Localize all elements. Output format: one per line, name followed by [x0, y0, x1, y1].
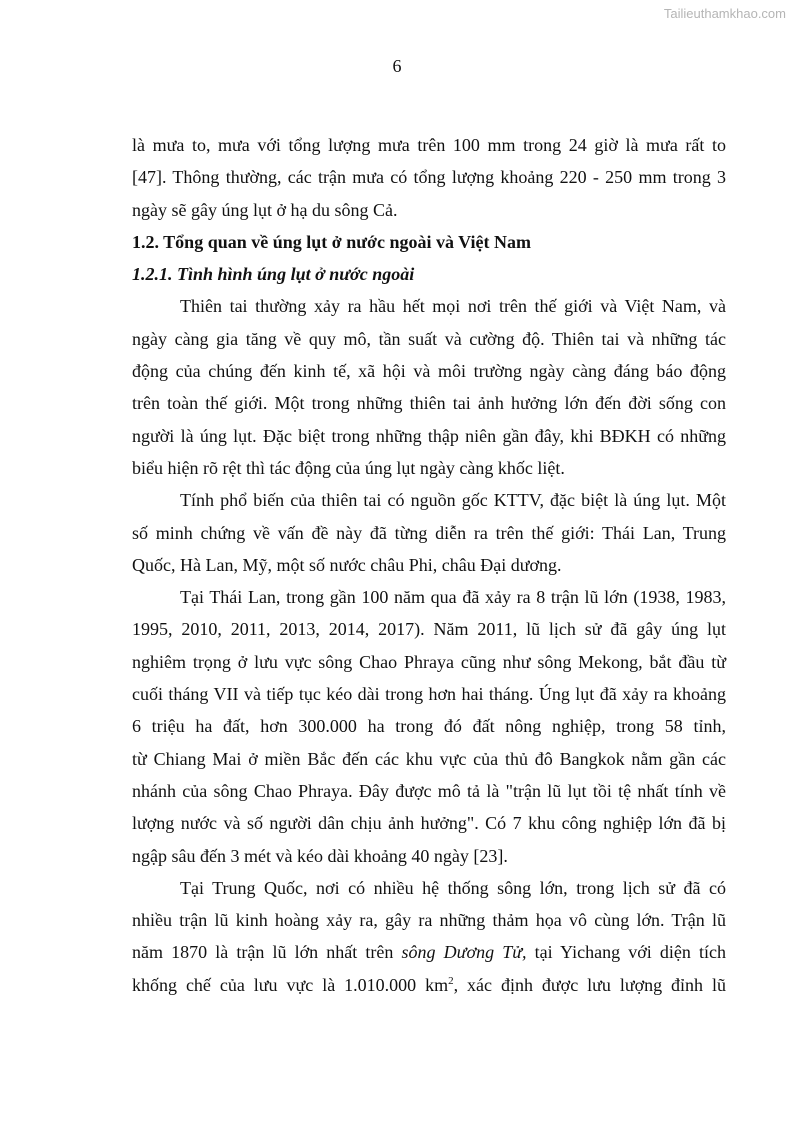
line-text: nhánh của sông Chao Phraya. Đây được mô tả là "trận lũ lụt tồi tệ nhất tính về: [132, 780, 726, 801]
text-line: [132, 646, 726, 678]
line-text: 1.2.1. Tình hình úng lụt ở nước ngoài: [132, 264, 415, 285]
line-text: ngày sẽ gây úng lụt ở hạ du sông Cả.: [132, 199, 398, 220]
line-text: số minh chứng về vấn đề này đã từng diễn ra trên thế giới: Thái Lan, Trung: [132, 522, 726, 543]
line-text: từ Chiang Mai ở miền Bắc đến các khu vực của thủ đô Bangkok nằm gần các: [132, 748, 726, 769]
line-text: biểu hiện rõ rệt thì tác động của úng lụt ngày càng khốc liệt.: [132, 457, 565, 478]
text-line: [132, 840, 726, 872]
text-line: [132, 452, 726, 484]
line-text: lượng nước và số người dân chịu ảnh hưởng". Có 7 khu công nghiệp lớn đã bị: [132, 813, 726, 834]
line-text: năm 1870 là trận lũ lớn nhất trên: [132, 942, 402, 963]
watermark: Tailieuthamkhao.com: [663, 6, 786, 21]
text-line: [132, 517, 726, 549]
line-text: 1995, 2010, 2011, 2013, 2014, 2017). Năm 2011, lũ lịch sử đã gây úng lụt: [132, 619, 726, 640]
text-line: [132, 710, 726, 742]
text-line: [132, 290, 726, 322]
line-text: 6 triệu ha đất, hơn 300.000 ha trong đó đất nông nghiệp, trong 58 tỉnh,: [132, 716, 726, 737]
text-line: [132, 194, 726, 226]
text-line: [132, 613, 726, 645]
text-line: [132, 161, 726, 193]
section-heading: [132, 226, 726, 258]
line-text: nghiêm trọng ở lưu vực sông Chao Phraya cũng như sông Mekong, bắt đầu từ: [132, 651, 726, 672]
line-text: tại Yichang với diện tích: [526, 942, 727, 963]
line-text: , xác định được lưu lượng đỉnh lũ: [453, 974, 727, 995]
page-number: 6: [392, 56, 402, 76]
superscript: 2: [448, 974, 454, 987]
line-text: là mưa to, mưa với tổng lượng mưa trên 100 mm trong 24 giờ là mưa rất to: [132, 135, 726, 155]
text-line: [132, 872, 726, 904]
document-body: [132, 129, 726, 1001]
text-line: [132, 969, 726, 1001]
line-text: Thiên tai thường xảy ra hầu hết mọi nơi trên thế giới và Việt Nam, và: [180, 296, 726, 317]
line-text: ngập sâu đến 3 mét và kéo dài khoảng 40 ngày [23].: [132, 845, 508, 866]
line-text: Tại Trung Quốc, nơi có nhiều hệ thống sông lớn, trong lịch sử đã có: [180, 877, 726, 898]
text-line: [132, 904, 726, 936]
line-text: [47]. Thông thường, các trận mưa có tổng lượng khoảng 220 - 250 mm trong 3: [132, 167, 726, 188]
text-line: [132, 743, 726, 775]
line-text: Tính phổ biến của thiên tai có nguồn gốc KTTV, đặc biệt là úng lụt. Một: [180, 490, 726, 511]
line-text: người là úng lụt. Đặc biệt trong những thập niên gần đây, khi BĐKH có những: [132, 425, 726, 446]
line-text: nhiều trận lũ kinh hoàng xảy ra, gây ra những thảm họa vô cùng lớn. Trận lũ: [132, 910, 726, 931]
line-text: Tại Thái Lan, trong gần 100 năm qua đã xảy ra 8 trận lũ lớn (1938, 1983,: [180, 587, 726, 608]
text-line: [132, 420, 726, 452]
italic-text: sông Dương Tử,: [401, 942, 527, 963]
subsection-heading: [132, 258, 726, 290]
text-line: [132, 387, 726, 419]
line-text: 1.2. Tổng quan về úng lụt ở nước ngoài và Việt Nam: [132, 231, 531, 252]
text-line: [132, 484, 726, 516]
line-text: khống chế của lưu vực là 1.010.000 km: [132, 974, 449, 995]
text-line: [132, 323, 726, 355]
text-line: [132, 936, 726, 968]
line-text: động của chúng đến kinh tế, xã hội và môi trường ngày càng đáng báo động: [132, 361, 726, 382]
line-text: ngày càng gia tăng về quy mô, tần suất và cường độ. Thiên tai và những tác: [132, 328, 726, 349]
text-line: [132, 581, 726, 613]
text-line: [132, 129, 726, 161]
line-text: trên toàn thế giới. Một trong những thiên tai ảnh hưởng lớn đến đời sống con: [132, 393, 726, 414]
text-line: [132, 355, 726, 387]
text-line: [132, 807, 726, 839]
text-line: [132, 678, 726, 710]
line-text: Quốc, Hà Lan, Mỹ, một số nước châu Phi, châu Đại dương.: [132, 554, 562, 575]
text-line: [132, 775, 726, 807]
line-text: cuối tháng VII và tiếp tục kéo dài trong hơn hai tháng. Úng lụt đã xảy ra khoảng: [132, 684, 726, 705]
text-line: [132, 549, 726, 581]
